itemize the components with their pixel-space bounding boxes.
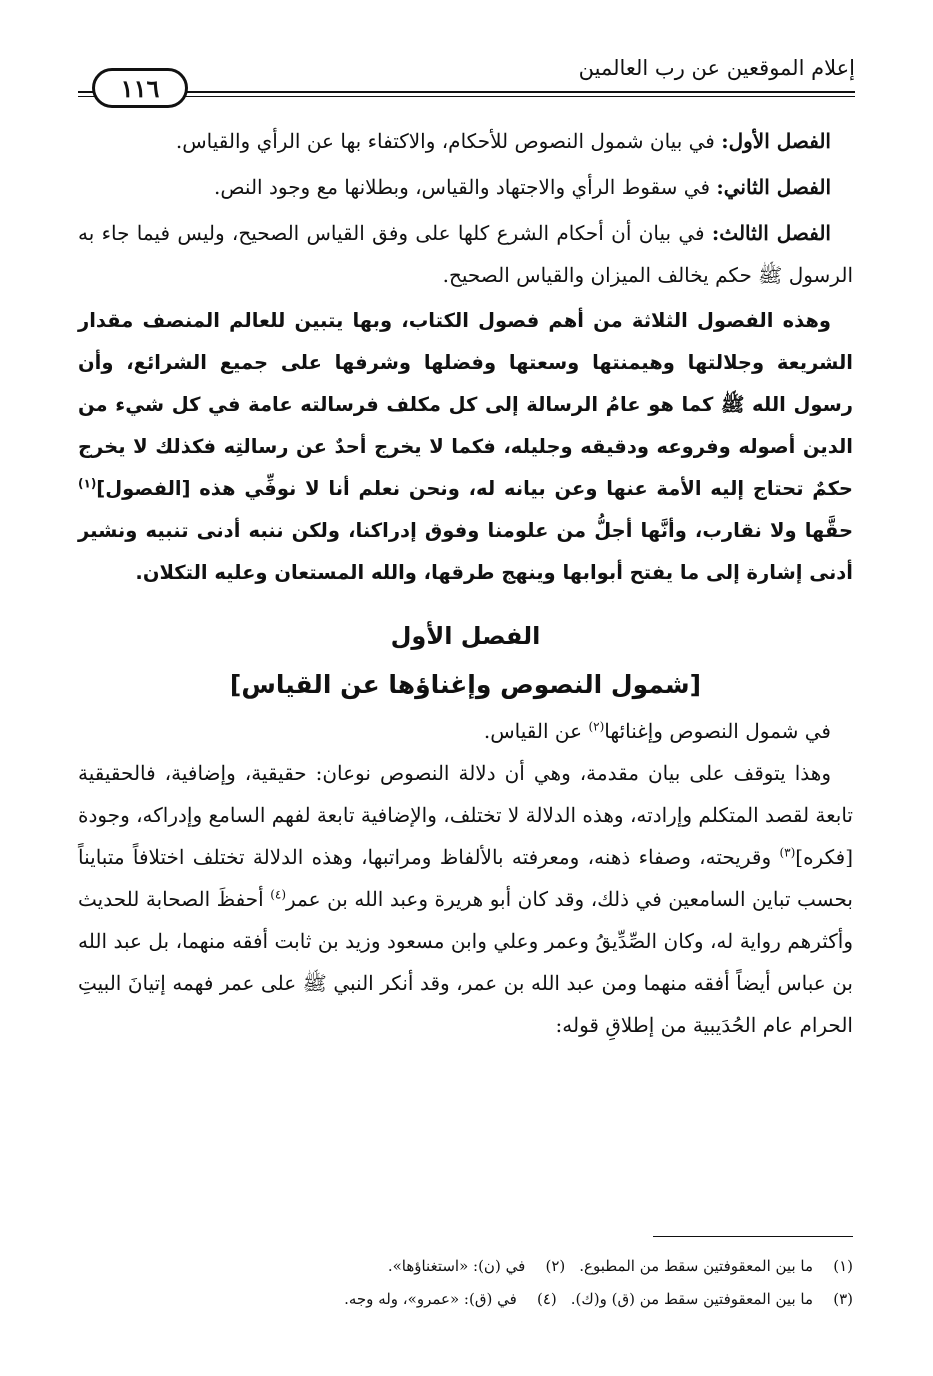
- chapter-text: في بيان أن أحكام الشرع كلها على وفق القياس الصحيح، وليس فيما جاء به الرسول ﷺ حكم يخالف الميزان والقياس الصحيح.: [78, 221, 853, 287]
- footnote-2: [388, 1250, 565, 1283]
- chapter-entry-2: [78, 166, 853, 208]
- footnote-ref[interactable]: (٤): [270, 887, 287, 902]
- section-subheading: [شمول النصوص وإغناؤها عن القياس]: [229, 670, 702, 699]
- intro-bold-paragraph: [78, 300, 853, 594]
- paragraph-text: أحفظَ الصحابة للحديث وأكثرهم رواية له، وكان الصِّدِّيقُ وعمر وعلي وابن مسعود وزيد بن ثابت أفقه منهما، بل عبد الله بن عباس أيضاً أفقه منهما ومن عبد الله بن عمر، وقد أنكر النبي ﷺ على عمر فهمه إتيانَ البيتِ الحرام عام الحُدَيبية من إطلاقِ قوله:: [78, 887, 854, 1037]
- paragraph-text: وهذه الفصول الثلاثة من أهم فصول الكتاب، وبها يتبين للعالم المنصف مقدار الشريعة وجلالتها وهيمنتها وسعتها وفضلها وشرفها على جميع الشرائع، وأن رسول الله ﷺ كما هو عامُ الرسالة إلى كل مكلف فرسالته عامة في كل شيء من الدين أصوله وفروعه ودقيقه وجليله، فكما لا يخرج أحدٌ عن رسالتِه فكذلك لا يخرج حكمٌ تحتاج إليه الأمة عنها وعن بيانه له، ونحن نعلم أنا لا نوفِّي هذه [الفصول]: [78, 309, 853, 500]
- footnote-row: [78, 1250, 853, 1283]
- footnote-text: في (ن): «استغناؤها».: [387, 1257, 526, 1275]
- paragraph-text: عن القياس.: [483, 719, 589, 743]
- footnote-number: (٤): [536, 1290, 557, 1308]
- footnote-ref[interactable]: (٢): [588, 719, 605, 734]
- chapter-label: الفصل الثالث:: [711, 221, 831, 245]
- footnote-text: في (ق): «عمرو»، وله وجه.: [344, 1290, 517, 1308]
- chapter-label: الفصل الثاني:: [716, 175, 831, 199]
- footnote-separator: [653, 1236, 853, 1237]
- running-title: إعلام الموقعين عن رب العالمين: [578, 56, 855, 80]
- footnote-number: (٢): [545, 1257, 566, 1275]
- footnote-ref[interactable]: (١): [78, 476, 97, 491]
- chapter-label: الفصل الأول:: [721, 129, 831, 153]
- header-rule-thin: [78, 96, 855, 97]
- footnotes: [78, 1250, 853, 1316]
- footnote-1: [579, 1250, 853, 1283]
- footnote-text: ما بين المعقوفتين سقط من (ق) و(ك).: [570, 1290, 813, 1308]
- footnote-row: [78, 1283, 853, 1316]
- chapter-entry-1: [78, 120, 853, 162]
- page-number: ١١٦: [92, 68, 188, 108]
- paragraph-text: وهذا يتوقف على بيان مقدمة، وهي أن دلالة النصوص نوعان: حقيقية، وإضافية، فالحقيقية تابعة لقصد المتكلم وإرادته، وهذه الدلالة لا تختلف، والإضافية تابعة لفهم السامع وإدراكه، وجودة [فكره]: [78, 761, 853, 869]
- chapter-text: في بيان شمول النصوص للأحكام، والاكتفاء بها عن الرأي والقياس.: [175, 129, 722, 153]
- footnote-ref[interactable]: (٣): [779, 845, 796, 860]
- chapter-text: في سقوط الرأي والاجتهاد والقياس، وبطلانها مع وجود النص.: [214, 175, 717, 199]
- footnote-text: ما بين المعقوفتين سقط من المطبوع.: [579, 1257, 813, 1275]
- footnote-number: (٣): [833, 1290, 853, 1308]
- paragraph-text: وقريحته، وصفاء ذهنه، ومعرفته بالألفاظ ومراتبها، وهذه الدلالة تختلف اختلافاً متبايناً بحسب تباين السامعين في ذلك، وقد كان أبو هريرة وعبد الله بن عمر: [78, 845, 853, 911]
- section-intro: [78, 710, 853, 752]
- section-heading: الفصل الأول: [390, 622, 541, 650]
- footnote-number: (١): [833, 1257, 853, 1275]
- section-body-paragraph: [78, 752, 853, 1046]
- footnote-4: [344, 1283, 557, 1316]
- page-header: [78, 40, 855, 112]
- chapter-entry-3: [78, 212, 853, 296]
- header-rule: [78, 91, 855, 93]
- paragraph-text: حقَّها ولا نقارب، وأنَّها أجلُّ من علومنا وفوق إدراكنا، ولكن ننبه أدنى تنبيه ونشير أدنى إشارة إلى ما يفتح أبوابها وينهج طرقها، والله المستعان وعليه التكلان.: [78, 519, 853, 584]
- footnote-3: [571, 1283, 853, 1316]
- page-body: [78, 120, 853, 1046]
- paragraph-text: في شمول النصوص وإغنائها: [604, 719, 831, 743]
